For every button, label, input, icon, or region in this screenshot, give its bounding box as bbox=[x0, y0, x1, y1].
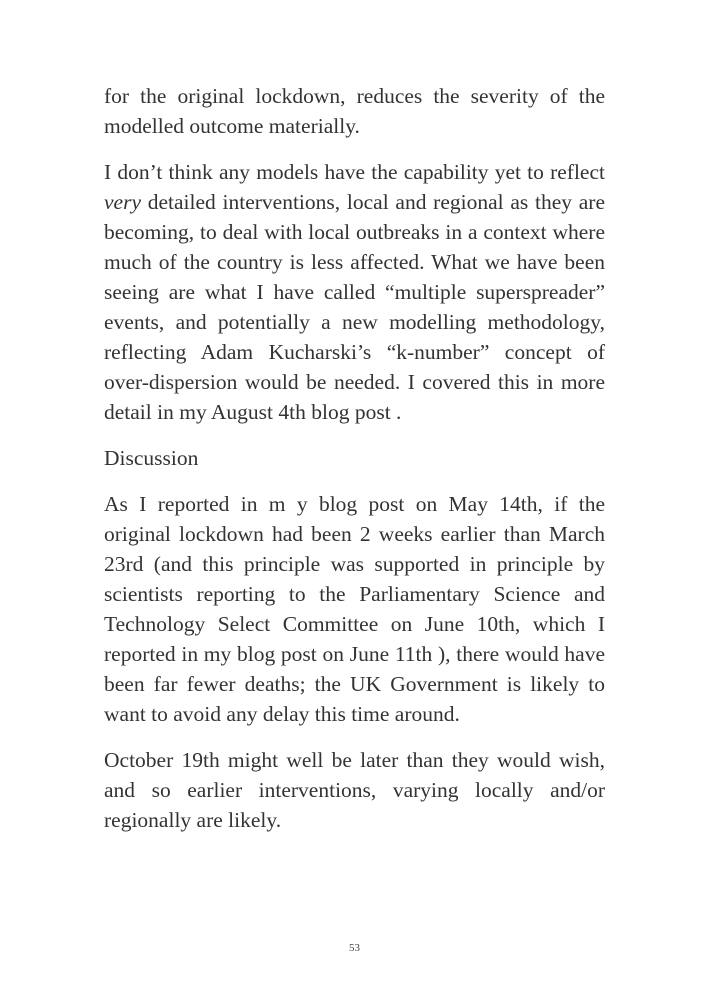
paragraph-models-text-before: I don’t think any models have the capability yet to reflect bbox=[104, 160, 605, 184]
paragraph-models-text-after: detailed interventions, local and regional as they are becoming, to deal with local outbreaks in a context where much of the country is less affected. What we have been seeing are what I have called “multiple superspreader” events, and potentially a new modelling methodology, reflecting Adam Kucharski’s “k-number” concept of over-dispersion would be needed. I covered this in more detail in my August 4th blog post . bbox=[104, 190, 605, 424]
paragraph-discussion-lockdown-timing: As I reported in m y blog post on May 14th, if the original lockdown had been 2 weeks earlier than March 23rd (and this principle was supported in principle by scientists reporting to the Parliamentary Science and Technology Select Committee on June 10th, which I reported in my blog post on June 11th ), there would have been far fewer deaths; the UK Government is likely to want to avoid any delay this time around. bbox=[104, 492, 605, 726]
page-number: 53 bbox=[349, 942, 360, 954]
page-content bbox=[104, 81, 605, 851]
paragraph-discussion-october: October 19th might well be later than they would wish, and so earlier interventions, varying locally and/or regionally are likely. bbox=[104, 748, 605, 832]
emphasis-very: very bbox=[104, 190, 141, 214]
paragraph-lockdown-severity: for the original lockdown, reduces the severity of the modelled outcome materially. bbox=[104, 84, 605, 138]
section-heading-discussion: Discussion bbox=[104, 446, 199, 470]
paragraph-models-capability bbox=[104, 157, 605, 427]
